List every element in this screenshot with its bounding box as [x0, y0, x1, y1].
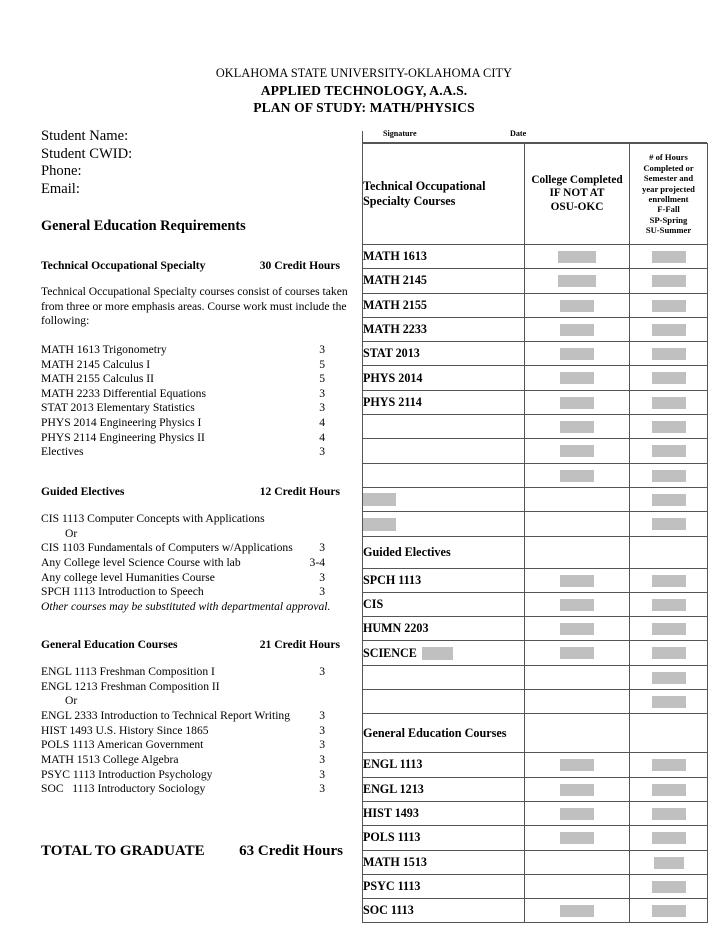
signature-strip-left-rule	[362, 131, 363, 142]
course-name: MATH 2233 Differential Equations	[41, 386, 206, 400]
table-row	[363, 777, 708, 801]
fill-box[interactable]	[422, 647, 453, 660]
course-hours: 3	[319, 738, 325, 752]
row-college-completed-cell[interactable]	[525, 317, 630, 341]
row-course-label: ENGL 1113	[363, 753, 525, 777]
row-hours-cell[interactable]	[630, 641, 708, 665]
course-line	[41, 387, 353, 402]
table-tail-rule	[362, 881, 363, 903]
fill-box[interactable]	[652, 784, 686, 796]
course-line	[41, 358, 353, 373]
row-college-completed-cell[interactable]	[525, 826, 630, 850]
guided-electives-note: Other courses may be substituted with departmental approval.	[41, 600, 331, 614]
plan-table-body	[363, 144, 708, 923]
header-line-0: College Completed	[531, 173, 623, 186]
course-name: Any College level Science Course with lab	[41, 556, 241, 570]
course-line	[41, 782, 353, 797]
guided-electives-title: Guided Electives	[41, 485, 125, 499]
row-hours-cell[interactable]	[630, 753, 708, 777]
signature-label: Signature	[383, 129, 417, 138]
row-college-completed-cell[interactable]	[525, 487, 630, 511]
fill-box[interactable]	[560, 575, 594, 587]
row-college-completed-cell[interactable]	[525, 463, 630, 487]
gened-course-list	[41, 665, 353, 797]
fill-box[interactable]	[652, 599, 686, 611]
course-name: SOC 1113 Introductory Sociology	[41, 782, 206, 796]
course-line	[41, 753, 353, 768]
row-course-label: PSYC 1113	[363, 874, 525, 898]
table-row	[363, 317, 708, 341]
row-course-label	[363, 439, 525, 463]
table-row	[363, 874, 708, 898]
row-course-label: MATH 1613	[363, 245, 525, 269]
fill-box[interactable]	[560, 348, 594, 360]
row-course-label: PHYS 2014	[363, 366, 525, 390]
row-course-label: MATH 1513	[363, 850, 525, 874]
fill-box[interactable]	[560, 445, 594, 457]
row-college-completed-cell[interactable]	[525, 665, 630, 689]
course-hours: 4	[319, 430, 325, 444]
group-college-cell[interactable]	[525, 714, 630, 753]
plan-of-study-title: PLAN OF STUDY: MATH/PHYSICS	[253, 100, 475, 116]
course-line	[41, 541, 353, 556]
row-college-completed-cell[interactable]	[525, 850, 630, 874]
fill-box[interactable]	[652, 575, 686, 587]
fill-box[interactable]	[654, 857, 684, 869]
group-hours-cell[interactable]	[630, 536, 708, 568]
table-row	[363, 512, 708, 536]
fill-box[interactable]	[652, 905, 686, 917]
fill-box[interactable]	[652, 324, 686, 336]
row-course-label: MATH 2145	[363, 269, 525, 293]
row-course-label	[363, 665, 525, 689]
row-college-completed-cell[interactable]	[525, 366, 630, 390]
course-hours: 3	[319, 570, 325, 584]
table-row	[363, 342, 708, 366]
course-name: Any college level Humanities Course	[41, 570, 215, 584]
fill-box[interactable]	[652, 832, 686, 844]
row-hours-cell[interactable]	[630, 801, 708, 825]
table-row	[363, 463, 708, 487]
fill-box[interactable]	[560, 647, 594, 659]
course-hours: 5	[319, 372, 325, 386]
table-row	[363, 617, 708, 641]
fill-box[interactable]	[560, 372, 594, 384]
row-course-fill-cell[interactable]	[363, 487, 525, 511]
course-line	[41, 512, 353, 527]
row-course-label	[363, 690, 525, 714]
row-college-completed-cell[interactable]	[525, 592, 630, 616]
fill-box[interactable]	[560, 300, 594, 312]
row-college-completed-cell[interactable]	[525, 641, 630, 665]
course-hours: 5	[319, 357, 325, 371]
header-line-5: F-Fall	[657, 204, 680, 215]
fill-box[interactable]	[652, 759, 686, 771]
header-course-column: Technical Occupational Specialty Courses	[363, 144, 525, 245]
row-college-completed-cell[interactable]	[525, 617, 630, 641]
row-college-completed-cell[interactable]	[525, 415, 630, 439]
row-hours-cell[interactable]	[630, 487, 708, 511]
table-row	[363, 850, 708, 874]
course-line	[41, 401, 353, 416]
course-name: CIS 1113 Computer Concepts with Applications	[41, 512, 265, 526]
header-line-1: Completed or	[643, 162, 694, 173]
fill-box[interactable]	[560, 832, 594, 844]
table-row	[363, 641, 708, 665]
header-line-7: SU-Summer	[645, 225, 692, 236]
fill-box[interactable]	[560, 623, 594, 635]
table-row	[363, 592, 708, 616]
row-college-completed-cell[interactable]	[525, 342, 630, 366]
plan-table-header-row	[363, 144, 708, 245]
row-hours-cell[interactable]	[630, 317, 708, 341]
course-line	[41, 585, 353, 600]
fill-box[interactable]	[652, 696, 686, 708]
course-name: HIST 1493 U.S. History Since 1865	[41, 723, 209, 737]
fill-box[interactable]	[363, 518, 396, 531]
row-hours-cell[interactable]	[630, 245, 708, 269]
table-row	[363, 753, 708, 777]
course-line	[41, 416, 353, 431]
fill-box[interactable]	[560, 599, 594, 611]
fill-box[interactable]	[652, 251, 686, 263]
plan-table-wrapper	[362, 129, 707, 923]
course-hours: 3	[319, 767, 325, 781]
course-name: Electives	[41, 445, 84, 459]
course-line	[41, 431, 353, 446]
guided-electives-credit-hours: 12 Credit Hours	[259, 485, 340, 499]
table-row	[363, 269, 708, 293]
course-line	[41, 445, 353, 460]
fill-box[interactable]	[652, 494, 686, 506]
course-line	[41, 556, 353, 571]
group-label: General Education Courses	[363, 714, 525, 753]
guided-electives-section-header	[41, 485, 353, 498]
student-email-label: Email:	[41, 181, 80, 198]
course-line	[41, 372, 353, 387]
fill-box[interactable]	[560, 784, 594, 796]
row-college-completed-cell[interactable]	[525, 899, 630, 923]
course-hours: 3	[319, 782, 325, 796]
course-hours: 3	[319, 752, 325, 766]
header-line-0: # of Hours	[649, 152, 688, 163]
student-phone-label: Phone:	[41, 163, 82, 180]
course-name: POLS 1113 American Government	[41, 738, 204, 752]
table-row	[363, 568, 708, 592]
row-course-label: PHYS 2114	[363, 390, 525, 414]
fill-box[interactable]	[652, 300, 686, 312]
row-course-label: MATH 2155	[363, 293, 525, 317]
student-cwid-label: Student CWID:	[41, 145, 133, 162]
row-hours-cell[interactable]	[630, 826, 708, 850]
course-hours: 3-4	[309, 556, 325, 570]
fill-box[interactable]	[652, 421, 686, 433]
row-college-completed-cell[interactable]	[525, 439, 630, 463]
row-hours-cell[interactable]	[630, 512, 708, 536]
fill-box[interactable]	[558, 251, 596, 263]
fill-box[interactable]	[652, 808, 686, 820]
course-hours: 3	[319, 445, 325, 459]
row-course-label: POLS 1113	[363, 826, 525, 850]
course-name: ENGL 1213 Freshman Composition II	[41, 679, 220, 693]
course-hours: 3	[319, 386, 325, 400]
course-line	[41, 343, 353, 358]
header-line-1: IF NOT AT	[549, 187, 605, 200]
header-line-3: year projected	[642, 183, 695, 194]
row-college-completed-cell[interactable]	[525, 690, 630, 714]
row-course-label: CIS	[363, 592, 525, 616]
table-group-row	[363, 536, 708, 568]
row-hours-cell[interactable]	[630, 850, 708, 874]
course-name: SPCH 1113 Introduction to Speech	[41, 585, 204, 599]
row-hours-cell[interactable]	[630, 690, 708, 714]
gened-section-header	[41, 638, 353, 651]
row-course-label: SCIENCE	[363, 641, 525, 665]
course-name: PSYC 1113 Introduction Psychology	[41, 767, 213, 781]
total-row	[41, 843, 353, 860]
fill-box[interactable]	[652, 881, 686, 893]
student-info-block	[41, 128, 353, 199]
row-hours-cell[interactable]	[630, 439, 708, 463]
row-course-label: MATH 2233	[363, 317, 525, 341]
table-group-row	[363, 714, 708, 753]
fill-box[interactable]	[652, 518, 686, 530]
plan-of-study-table	[362, 143, 708, 923]
course-hours: 3	[319, 585, 325, 599]
course-name: CIS 1103 Fundamentals of Computers w/Applications	[41, 541, 293, 555]
row-college-completed-cell[interactable]	[525, 293, 630, 317]
row-hours-cell[interactable]	[630, 568, 708, 592]
row-hours-cell[interactable]	[630, 415, 708, 439]
course-hours: 4	[319, 416, 325, 430]
table-row	[363, 487, 708, 511]
header-line-6: SP-Spring	[649, 214, 688, 225]
fill-box[interactable]	[652, 372, 686, 384]
row-hours-cell[interactable]	[630, 463, 708, 487]
course-name: ENGL 1113 Freshman Composition I	[41, 665, 215, 679]
fill-box[interactable]	[560, 324, 594, 336]
university-name: OKLAHOMA STATE UNIVERSITY-OKLAHOMA CITY	[215, 66, 513, 80]
fill-box[interactable]	[363, 493, 396, 506]
fill-box[interactable]	[560, 397, 594, 409]
group-hours-cell[interactable]	[630, 714, 708, 753]
course-name: MATH 2155 Calculus II	[41, 372, 155, 386]
table-row	[363, 390, 708, 414]
tos-description: Technical Occupational Specialty courses consist of courses taken from three or more emphasis areas. Course work must include the following:	[41, 284, 348, 328]
course-line	[41, 709, 353, 724]
guided-electives-course-list	[41, 512, 353, 600]
header-line-2: OSU-OKC	[550, 200, 604, 213]
row-course-label: ENGL 1213	[363, 777, 525, 801]
fill-box[interactable]	[560, 470, 594, 482]
row-hours-cell[interactable]	[630, 592, 708, 616]
table-row	[363, 293, 708, 317]
group-label: Guided Electives	[363, 536, 525, 568]
course-name: MATH 1613 Trigonometry	[41, 342, 167, 356]
row-college-completed-cell[interactable]	[525, 245, 630, 269]
gened-title: General Education Courses	[41, 638, 178, 652]
row-college-completed-cell[interactable]	[525, 874, 630, 898]
course-hours: 3	[319, 342, 325, 356]
tos-section-header	[41, 259, 353, 272]
total-label: TOTAL TO GRADUATE	[41, 842, 205, 859]
table-row	[363, 665, 708, 689]
course-name: STAT 2013 Elementary Statistics	[41, 401, 195, 415]
row-college-completed-cell[interactable]	[525, 777, 630, 801]
row-course-label	[363, 463, 525, 487]
table-row	[363, 690, 708, 714]
fill-box[interactable]	[560, 808, 594, 820]
course-name: PHYS 2014 Engineering Physics I	[41, 416, 202, 430]
student-name-label: Student Name:	[41, 128, 129, 144]
table-row	[363, 415, 708, 439]
table-row	[363, 826, 708, 850]
row-hours-cell[interactable]	[630, 899, 708, 923]
fill-box[interactable]	[558, 275, 596, 287]
header-line-4: enrollment	[648, 194, 689, 204]
course-name: Or	[65, 694, 78, 708]
group-college-cell[interactable]	[525, 536, 630, 568]
row-hours-cell[interactable]	[630, 617, 708, 641]
course-line	[41, 571, 353, 586]
table-row	[363, 439, 708, 463]
row-college-completed-cell[interactable]	[525, 801, 630, 825]
date-label: Date	[510, 129, 527, 138]
tos-credit-hours: 30 Credit Hours	[259, 258, 340, 272]
table-row	[363, 801, 708, 825]
course-line	[41, 694, 353, 709]
course-line	[41, 527, 353, 542]
row-hours-cell[interactable]	[630, 874, 708, 898]
row-course-label: SPCH 1113	[363, 568, 525, 592]
course-name: MATH 2145 Calculus I	[41, 357, 151, 371]
fill-box[interactable]	[560, 421, 594, 433]
table-row	[363, 899, 708, 923]
row-course-label: SOC 1113	[363, 899, 525, 923]
row-hours-cell[interactable]	[630, 366, 708, 390]
row-college-completed-cell[interactable]	[525, 753, 630, 777]
fill-box[interactable]	[652, 647, 686, 659]
table-row	[363, 366, 708, 390]
header-line-2: Semester and	[643, 173, 694, 184]
row-hours-cell[interactable]	[630, 269, 708, 293]
header-hours-column	[630, 144, 708, 245]
row-course-label	[363, 415, 525, 439]
gened-credit-hours: 21 Credit Hours	[259, 638, 340, 652]
fill-box[interactable]	[652, 672, 686, 684]
row-hours-cell[interactable]	[630, 390, 708, 414]
program-name: APPLIED TECHNOLOGY, A.A.S.	[260, 82, 468, 98]
row-course-label: HIST 1493	[363, 801, 525, 825]
fill-box[interactable]	[652, 623, 686, 635]
tos-title: Technical Occupational Specialty	[41, 258, 206, 272]
row-course-fill-cell[interactable]	[363, 512, 525, 536]
course-hours: 3	[319, 723, 325, 737]
row-course-label: STAT 2013	[363, 342, 525, 366]
course-line	[41, 665, 353, 680]
general-education-requirements-heading: General Education Requirements	[41, 217, 246, 234]
course-name: MATH 1513 College Algebra	[41, 752, 179, 766]
course-name: PHYS 2114 Engineering Physics II	[41, 430, 205, 444]
total-credit-hours: 63 Credit Hours	[239, 842, 343, 859]
table-row	[363, 245, 708, 269]
course-hours: 3	[319, 541, 325, 555]
fill-box[interactable]	[652, 397, 686, 409]
fill-box[interactable]	[652, 348, 686, 360]
row-hours-cell[interactable]	[630, 293, 708, 317]
header-college-column	[525, 144, 630, 245]
row-hours-cell[interactable]	[630, 777, 708, 801]
row-college-completed-cell[interactable]	[525, 390, 630, 414]
fill-box[interactable]	[560, 759, 594, 771]
document-heading	[0, 66, 728, 117]
course-name: Or	[65, 526, 78, 540]
fill-box[interactable]	[652, 445, 686, 457]
course-hours: 3	[319, 401, 325, 415]
tos-course-list	[41, 343, 353, 460]
left-column	[41, 128, 353, 860]
fill-box[interactable]	[652, 470, 686, 482]
row-hours-cell[interactable]	[630, 342, 708, 366]
course-line	[41, 724, 353, 739]
fill-box[interactable]	[652, 275, 686, 287]
course-hours: 3	[319, 709, 325, 722]
row-college-completed-cell[interactable]	[525, 568, 630, 592]
row-hours-cell[interactable]	[630, 665, 708, 689]
course-line	[41, 680, 353, 695]
row-college-completed-cell[interactable]	[525, 512, 630, 536]
signature-date-strip	[362, 129, 707, 143]
course-line	[41, 768, 353, 783]
fill-box[interactable]	[560, 905, 594, 917]
row-course-label: HUMN 2203	[363, 617, 525, 641]
course-name: ENGL 2333 Introduction to Technical Report Writing	[41, 709, 291, 722]
row-college-completed-cell[interactable]	[525, 269, 630, 293]
course-line	[41, 738, 353, 753]
course-hours: 3	[319, 665, 325, 679]
